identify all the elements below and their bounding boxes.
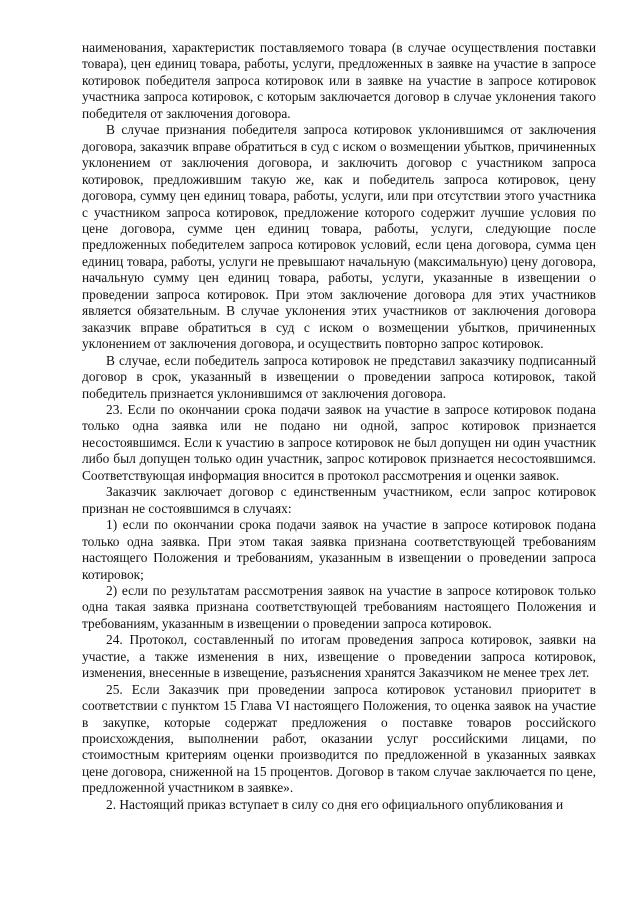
paragraph-item-details: наименования, характеристик поставляемого товара (в случае осуществления поставки товара), цен единиц товара, работы, услуги, предложенных в заявке на участие в запросе котировок победителя запроса котировок или в заявке на участие в запросе котировок участника запроса котировок, с которым заключается договор в случае уклонения такого победителя от заключения договора.	[82, 40, 596, 121]
paragraph-single-participant: Заказчик заключает договор с единственным участником, если запрос котировок признан не состоявшимся в случаях:	[82, 484, 596, 516]
paragraph-winner-evasion: В случае признания победителя запроса котировок уклонившимся от заключения договора, заказчик вправе обратиться в суд с иском о возмещении убытков, причиненных уклонением от заключения договора, и заключить договор с участником запроса котировок, предложившим такую же, как и победитель запроса котировок, цену договора, сумму цен единиц товара, работы, услуги, или при отсутствии этого участника с участником запроса котировок, предложение которого содержит лучшие условия по цене договора, сумме цен единиц товара, работы, услуги, следующие после предложенных победителем запроса котировок условий, если цена договора, сумма цен единиц товара, работы, услуги не превышают начальную (максимальную) цену договора, начальную сумму цен единиц товара, работы, услуги, указанные в извещении о проведении запроса котировок. При этом заключение договора для этих участников является обязательным. В случае уклонения этих участников от заключения договора заказчик вправе обратиться в суд с иском о возмещении убытков, причиненных уклонением от заключения договора, и осуществить повторно запрос котировок.	[82, 122, 596, 352]
paragraph-clause-25: 25. Если Заказчик при проведении запроса котировок установил приоритет в соответствии с пунктом 15 Глава VI настоящего Положения, то оценка заявок на участие в закупке, которые содержат предложения о поставке товаров российского происхождения, выполнении работ, оказании услуг российскими лицами, по стоимостным критериям оценки производится по предложенной в указанных заявках цене договора, сниженной на 15 процентов. Договор в таком случае заключается по цене, предложенной участником в заявке».	[82, 681, 596, 796]
document-page	[82, 40, 596, 813]
paragraph-order-effect: 2. Настоящий приказ вступает в силу со дня его официального опубликования и	[106, 796, 564, 812]
paragraph-unsigned-contract: В случае, если победитель запроса котировок не представил заказчику подписанный договор в срок, указанный в извещении о проведении запроса котировок, такой победитель признается уклонившимся от заключения договора.	[82, 352, 596, 401]
paragraph-clause-24: 24. Протокол, составленный по итогам проведения запроса котировок, заявки на участие, а также изменения в них, извещение о проведении запроса котировок, изменения, внесенные в извещение, разъяснения хранятся Заказчиком не менее трех лет.	[82, 632, 596, 681]
paragraph-case-1: 1) если по окончании срока подачи заявок на участие в запросе котировок подана только одна заявка. При этом такая заявка признана соответствующей требованиям настоящего Положения и требованиям, указанным в извещении о проведении запроса котировок;	[82, 517, 596, 582]
paragraph-clause-23: 23. Если по окончании срока подачи заявок на участие в запросе котировок подана только одна заявка или не подано ни одной, запрос котировок признается несостоявшимся. Если к участию в запросе котировок не был допущен ни один участник либо был допущен только один участник, запрос котировок признается несостоявшимся. Соответствующая информация вносится в протокол рассмотрения и оценки заявок.	[82, 401, 596, 483]
paragraph-case-2: 2) если по результатам рассмотрения заявок на участие в запросе котировок только одна такая заявка признана соответствующей требованиям настоящего Положения и требованиям, указанным в извещении о проведении запроса котировок.	[82, 582, 596, 631]
